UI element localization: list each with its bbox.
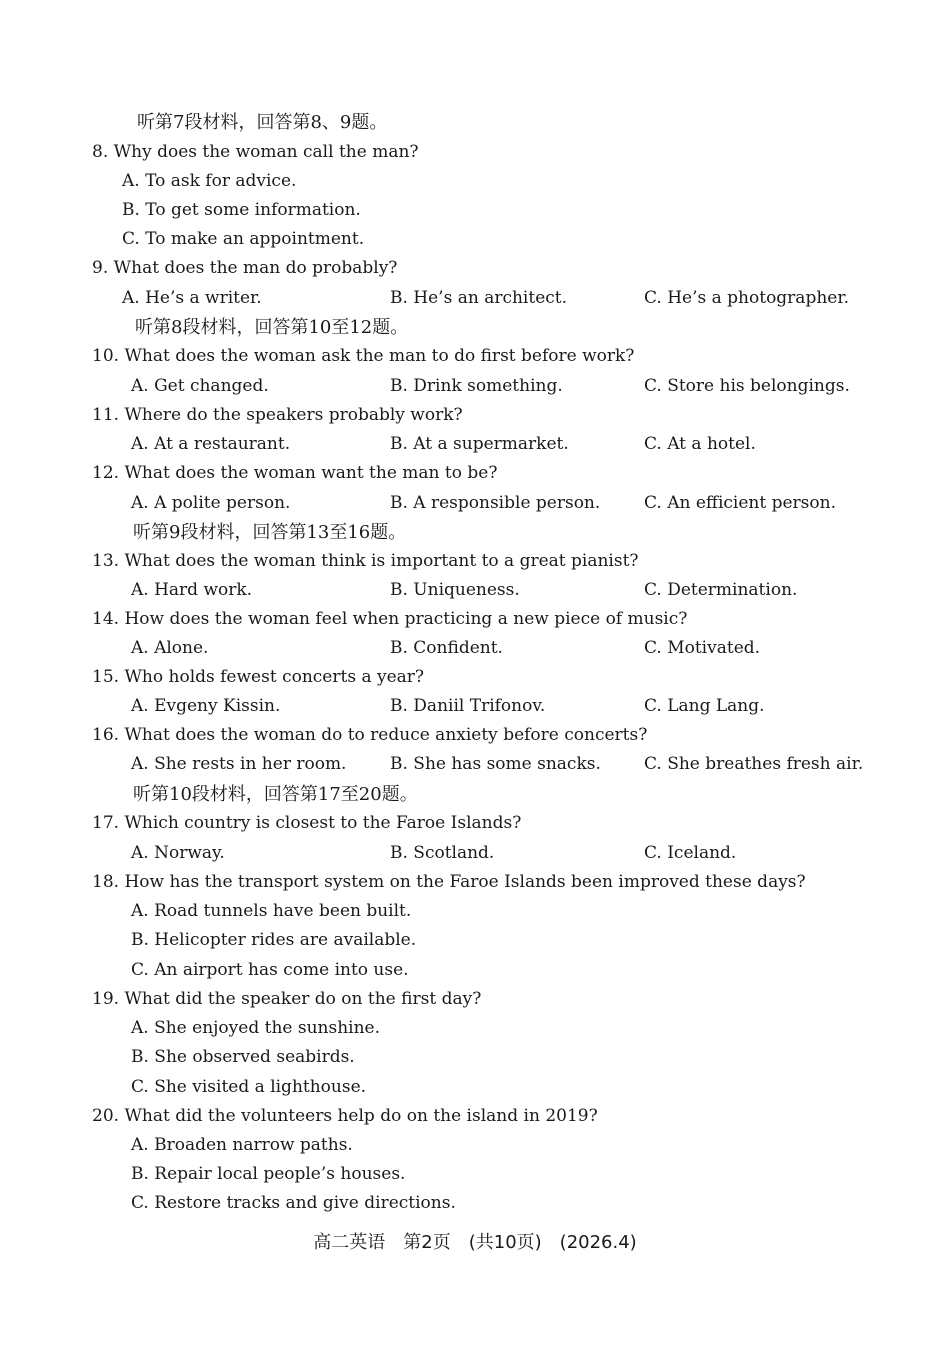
options-row bbox=[131, 489, 871, 518]
question-text: What does the woman think is important to a great pianist? bbox=[124, 551, 639, 571]
question-15 bbox=[92, 663, 424, 692]
page-footer: 高二英语 第2页 (共10页) (2026.4) bbox=[313, 1232, 637, 1253]
option: A. To ask for advice. bbox=[122, 171, 297, 191]
option: C. To make an appointment. bbox=[122, 229, 365, 249]
question-number: 16. bbox=[92, 725, 120, 745]
question-number: 20. bbox=[92, 1106, 120, 1126]
options-row bbox=[131, 692, 871, 721]
question-number: 19. bbox=[92, 989, 120, 1009]
question-text: What does the woman do to reduce anxiety before concerts? bbox=[124, 725, 648, 745]
question-text: What does the woman want the man to be? bbox=[124, 463, 498, 483]
option: C. She visited a lighthouse. bbox=[131, 1077, 367, 1097]
question-13 bbox=[92, 547, 639, 576]
option: B. Helicopter rides are available. bbox=[131, 930, 417, 950]
options-row bbox=[131, 839, 871, 868]
question-text: Where do the speakers probably work? bbox=[124, 405, 463, 425]
option: A. Road tunnels have been built. bbox=[131, 901, 412, 921]
options-row bbox=[122, 284, 862, 313]
option: A. He’s a writer. bbox=[122, 288, 262, 308]
question-text: What did the volunteers help do on the island in 2019? bbox=[124, 1106, 598, 1126]
question-17 bbox=[92, 809, 521, 838]
option: A. A polite person. bbox=[131, 493, 291, 513]
option: B. At a supermarket. bbox=[390, 434, 569, 454]
option: C. Determination. bbox=[644, 580, 798, 600]
option: C. She breathes fresh air. bbox=[644, 754, 864, 774]
question-number: 18. bbox=[92, 872, 120, 892]
options-row bbox=[131, 372, 871, 401]
question-text: Which country is closest to the Faroe Islands? bbox=[124, 813, 522, 833]
option: B. Confident. bbox=[390, 638, 503, 658]
option: B. Repair local people’s houses. bbox=[131, 1164, 406, 1184]
section-heading: 听第8段材料，回答第10至12题。 bbox=[135, 317, 409, 338]
option: C. Lang Lang. bbox=[644, 696, 765, 716]
question-text: How has the transport system on the Faroe Islands been improved these days? bbox=[124, 872, 806, 892]
option: B. Uniqueness. bbox=[390, 580, 520, 600]
question-20 bbox=[92, 1102, 598, 1131]
question-text: What does the woman ask the man to do first before work? bbox=[124, 346, 635, 366]
option: A. Norway. bbox=[131, 843, 225, 863]
option: C. Motivated. bbox=[644, 638, 761, 658]
question-10 bbox=[92, 342, 634, 371]
option: C. Store his belongings. bbox=[644, 376, 850, 396]
option: C. An efficient person. bbox=[644, 493, 836, 513]
section-heading: 听第7段材料，回答第8、9题。 bbox=[137, 112, 388, 133]
question-text: Why does the woman call the man? bbox=[113, 142, 419, 162]
option: B. Scotland. bbox=[390, 843, 495, 863]
question-16 bbox=[92, 721, 647, 750]
question-12 bbox=[92, 459, 497, 488]
option: B. To get some information. bbox=[122, 200, 361, 220]
option: A. Alone. bbox=[131, 638, 209, 658]
option: A. At a restaurant. bbox=[131, 434, 291, 454]
question-number: 11. bbox=[92, 405, 120, 425]
options-row bbox=[131, 430, 871, 459]
question-text: How does the woman feel when practicing a new piece of music? bbox=[124, 609, 688, 629]
question-number: 9. bbox=[92, 258, 109, 278]
option: B. He’s an architect. bbox=[390, 288, 568, 308]
option: C. Restore tracks and give directions. bbox=[131, 1193, 456, 1213]
option: A. Evgeny Kissin. bbox=[131, 696, 281, 716]
option: A. She rests in her room. bbox=[131, 754, 347, 774]
question-number: 12. bbox=[92, 463, 120, 483]
option: B. She observed seabirds. bbox=[131, 1047, 355, 1067]
section-heading: 听第10段材料，回答第17至20题。 bbox=[133, 784, 418, 805]
question-11 bbox=[92, 401, 463, 430]
question-number: 15. bbox=[92, 667, 120, 687]
option: C. He’s a photographer. bbox=[644, 288, 849, 308]
question-19 bbox=[92, 985, 481, 1014]
question-number: 17. bbox=[92, 813, 120, 833]
question-9 bbox=[92, 254, 397, 283]
question-number: 8. bbox=[92, 142, 109, 162]
option: C. At a hotel. bbox=[644, 434, 756, 454]
option: A. Hard work. bbox=[131, 580, 253, 600]
options-row bbox=[131, 576, 871, 605]
question-text: What did the speaker do on the first day? bbox=[124, 989, 482, 1009]
option: A. Broaden narrow paths. bbox=[131, 1135, 353, 1155]
question-number: 13. bbox=[92, 551, 120, 571]
question-14 bbox=[92, 605, 687, 634]
option: A. She enjoyed the sunshine. bbox=[131, 1018, 380, 1038]
options-row bbox=[131, 750, 871, 779]
option: C. Iceland. bbox=[644, 843, 737, 863]
question-text: What does the man do probably? bbox=[113, 258, 398, 278]
question-text: Who holds fewest concerts a year? bbox=[124, 667, 425, 687]
option: C. An airport has come into use. bbox=[131, 960, 409, 980]
question-18 bbox=[92, 868, 806, 897]
question-number: 14. bbox=[92, 609, 120, 629]
option: B. Drink something. bbox=[390, 376, 563, 396]
section-heading: 听第9段材料，回答第13至16题。 bbox=[133, 522, 407, 543]
option: B. She has some snacks. bbox=[390, 754, 601, 774]
option: A. Get changed. bbox=[131, 376, 269, 396]
option: B. A responsible person. bbox=[390, 493, 601, 513]
option: B. Daniil Trifonov. bbox=[390, 696, 546, 716]
question-8 bbox=[92, 138, 419, 167]
options-row bbox=[131, 634, 871, 663]
question-number: 10. bbox=[92, 346, 120, 366]
